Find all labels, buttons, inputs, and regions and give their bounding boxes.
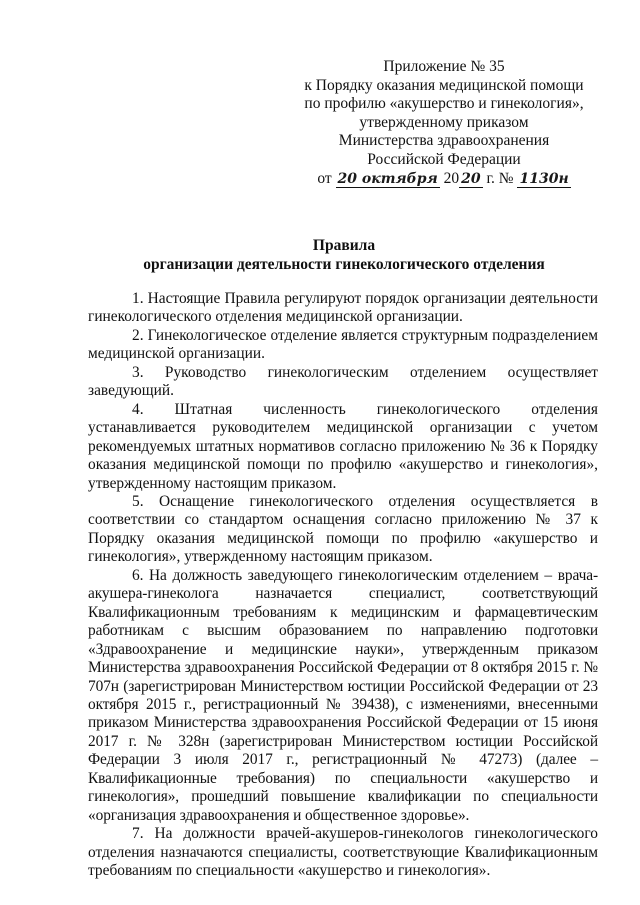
handwritten-date: 20 октября <box>337 170 438 187</box>
document-body <box>88 290 598 881</box>
date-year-suffix: г. № <box>486 169 514 187</box>
handwritten-order-number: 1130н <box>519 170 569 187</box>
paragraph-4: 4. Штатная численность гинекологического отделения устанавливается руководителем медицинской организации с учетом рекомендуемых штатных нормативов согласно приложению № 36 к Порядку оказания медицинской помощи по профилю «акушерство и гинекология», утвержденному настоящим приказом. <box>88 400 598 492</box>
appendix-line-5: Российской Федерации <box>367 150 521 168</box>
paragraph-1: 1. Настоящие Правила регулируют порядок организации деятельности гинекологического отделения медицинской организации. <box>88 290 598 326</box>
appendix-number: Приложение № 35 <box>383 58 505 75</box>
appendix-line-3: утвержденному приказом <box>359 113 529 131</box>
date-year-prefix: 20 <box>443 169 460 187</box>
date-prefix: от <box>317 169 332 187</box>
paragraph-7: 7. На должности врачей-акушеров-гинекологов гинекологического отделения назначаются специалисты, соответствующие Квалификационным требованиям по специальности «акушерство и гинекология». <box>88 825 598 880</box>
appendix-date-line <box>296 170 592 189</box>
appendix-line-2: по профилю «акушерство и гинекология», <box>304 95 584 113</box>
appendix-line-1: к Порядку оказания медицинской помощи <box>304 76 584 94</box>
paragraph-2: 2. Гинекологическое отделение является структурным подразделением медицинской организации. <box>88 326 598 363</box>
paragraph-6: 6. На должность заведующего гинекологическим отделением – врача-акушера-гинеколога назначается специалист, соответствующий Квалификационным требованиям к медицинским и фармацевтическим работникам с высшим образованием по направлению подготовки «Здравоохранение и медицинские науки», утвержденным приказом Министерства здравоохранения Российской Федерации от 8 октября 2015 г. № 707н (зарегистрирован Министерством юстиции Российской Федерации от 23 октября 2015 г., регистрационный № 39438), с изменениями, внесенными приказом Министерства здравоохранения Российской Федерации от 15 июня 2017 г. № 328н (зарегистрирован Министерством юстиции Российской Федерации 3 июля 2017 г., регистрационный № 47273) (далее – Квалификационные требования) по специальности «акушерство и гинекология», прошедший повышение квалификации по специальности «организация здравоохранения и общественное здоровье». <box>88 566 598 824</box>
appendix-header <box>296 58 592 188</box>
appendix-line-4: Министерства здравоохранения <box>338 132 550 150</box>
document-title <box>88 236 600 274</box>
paragraph-3: 3. Руководство гинекологическим отделением осуществляет заведующий. <box>88 363 598 400</box>
title-line-1: Правила <box>312 237 376 254</box>
title-line-2: организации деятельности гинекологического отделения <box>143 256 545 273</box>
handwritten-year: 20 <box>461 170 481 187</box>
paragraph-5: 5. Оснащение гинекологического отделения осуществляется в соответствии со стандартом оснащения согласно приложению № 37 к Порядку оказания медицинской помощи по профилю «акушерство и гинекология», утвержденному настоящим приказом. <box>88 492 598 566</box>
